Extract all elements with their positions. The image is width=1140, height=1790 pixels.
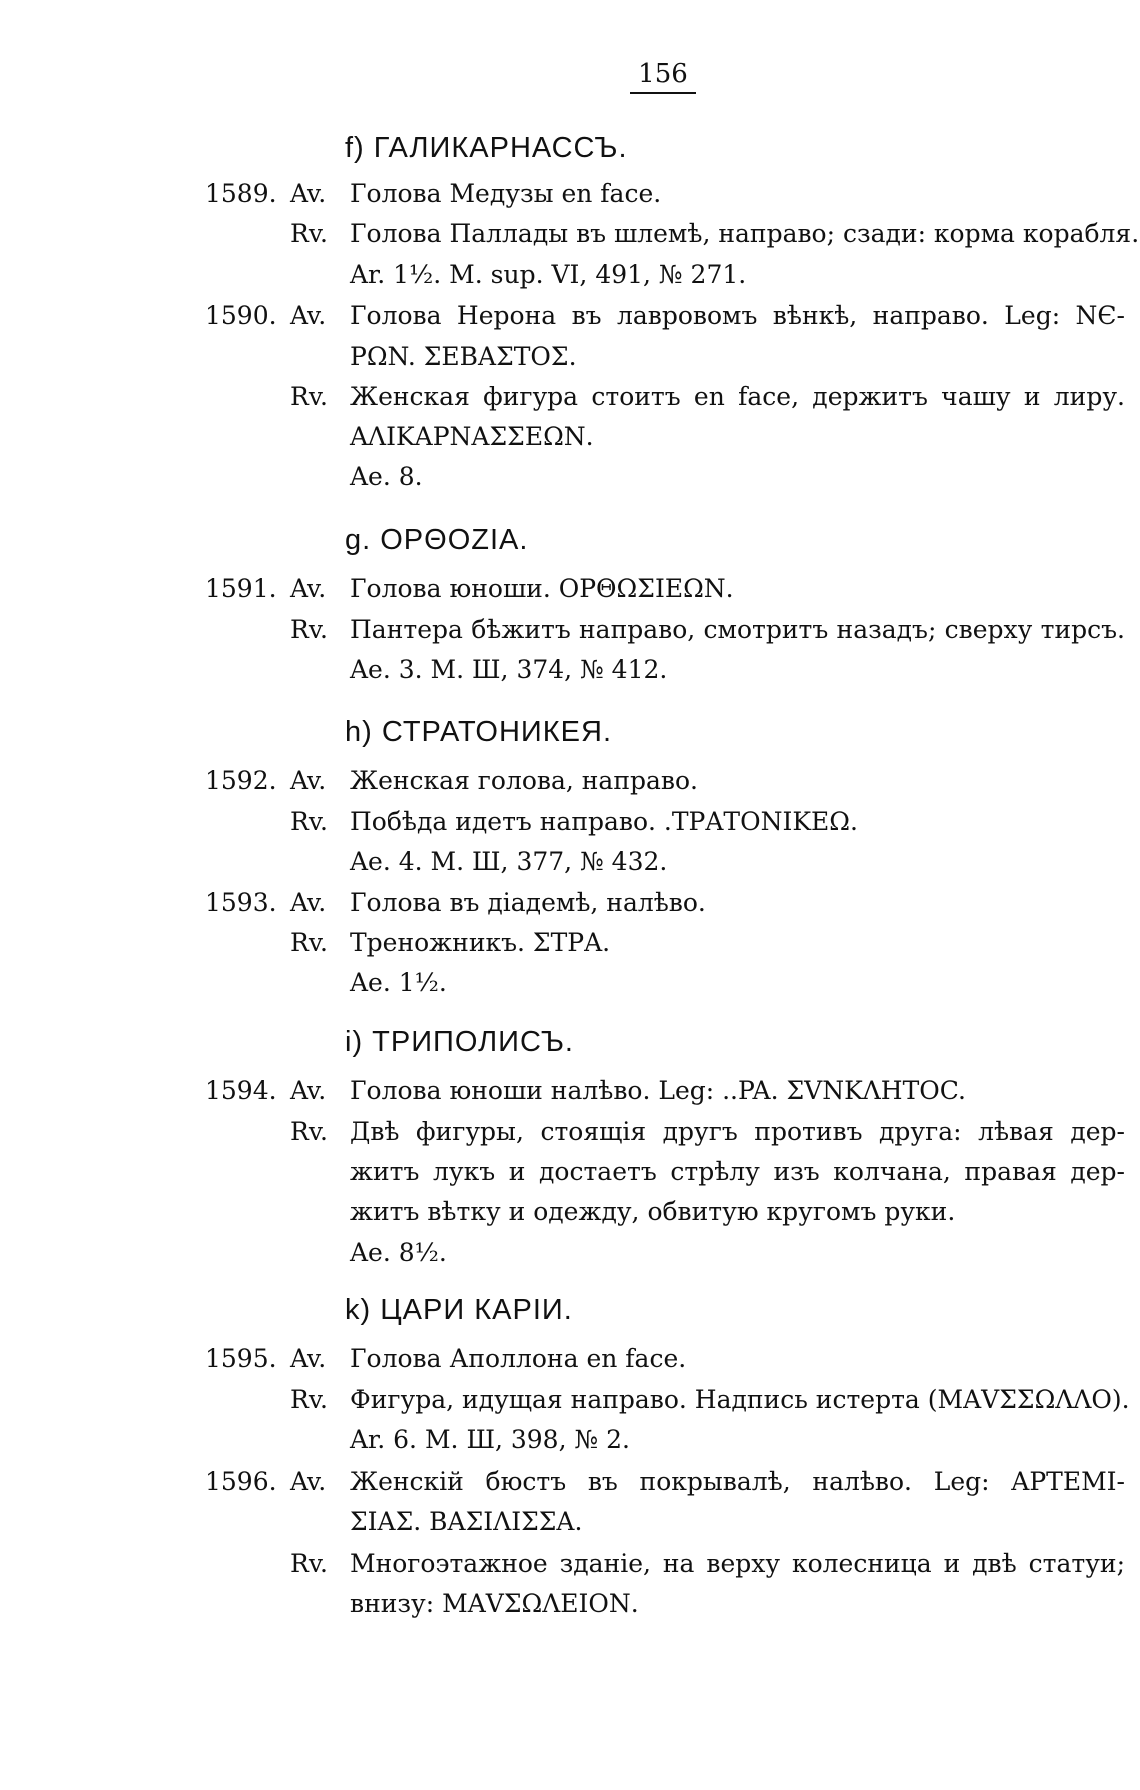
obverse-text: Голова Нерона въ лавровомъ вѣнкѣ, направо. Leg: NЄ- (350, 301, 1125, 330)
entry-number: 1592. (205, 766, 277, 795)
coin-detail: Ae. 3. M. Ш, 374, № 412. (350, 655, 668, 684)
page-number: 156 (630, 58, 696, 94)
obverse-label: Av. (290, 1467, 327, 1496)
obverse-text: Голова юноши. ΟΡΘΩΣΙΕΩΝ. (350, 574, 734, 603)
reverse-text: Многоэтажное зданіе, на верху колесница и двѣ статуи; (350, 1549, 1125, 1578)
reverse-text: Женская фигура стоитъ en face, держитъ чашу и лиру. (350, 382, 1125, 411)
entry-number: 1593. (205, 888, 277, 917)
obverse-text: Голова Аполлона en face. (350, 1344, 687, 1373)
reverse-text-continued: житъ вѣтку и одежду, обвитую кругомъ руки. (350, 1197, 956, 1226)
obverse-text-continued: ΣΙΑΣ. ΒΑΣΙΛΙΣΣΑ. (350, 1507, 583, 1536)
reverse-text: Пантера бѣжитъ направо, смотритъ назадъ; сверху тирсъ. (350, 615, 1125, 644)
obverse-text: Голова Медузы en face. (350, 179, 662, 208)
entry-number: 1590. (205, 301, 277, 330)
entry-number: 1594. (205, 1076, 277, 1105)
section-heading-kings-of-caria: k) ЦАРИ КАРІИ. (345, 1294, 573, 1326)
coin-detail: Ae. 8½. (350, 1238, 447, 1267)
reverse-text: Двѣ фигуры, стоящія другъ противъ друга: лѣвая дер- (350, 1117, 1125, 1146)
entry-number: 1591. (205, 574, 277, 603)
reverse-label: Rv. (290, 382, 328, 411)
obverse-text: Женская голова, направо. (350, 766, 698, 795)
reverse-label: Rv. (290, 1385, 328, 1414)
reverse-text-continued: внизу: ΜΑVΣΩΛΕΙΟΝ. (350, 1589, 639, 1618)
obverse-label: Av. (290, 1344, 327, 1373)
reverse-label: Rv. (290, 1117, 328, 1146)
section-heading-halicarnassus: f) ГАЛИКАРНАССЪ. (345, 132, 628, 164)
section-heading-tripolis: i) ТРИПОЛИСЪ. (345, 1026, 574, 1058)
obverse-text: Женскій бюстъ въ покрывалѣ, налѣво. Leg: ΑΡΤΕΜΙ- (350, 1467, 1125, 1496)
reverse-label: Rv. (290, 807, 328, 836)
obverse-label: Av. (290, 1076, 327, 1105)
reverse-label: Rv. (290, 1549, 328, 1578)
reverse-text: Побѣда идетъ направо. .ΤΡΑΤΟΝΙΚΕΩ. (350, 807, 858, 836)
obverse-label: Av. (290, 574, 327, 603)
reverse-text: Фигура, идущая направо. Надпись истерта (ΜΑVΣΣΩΛΛΟ). (350, 1385, 1130, 1414)
reverse-label: Rv. (290, 928, 328, 957)
reverse-label: Rv. (290, 219, 328, 248)
reverse-label: Rv. (290, 615, 328, 644)
obverse-label: Av. (290, 888, 327, 917)
entry-number: 1596. (205, 1467, 277, 1496)
obverse-text: Голова юноши налѣво. Leg: ..PA. ΣVΝΚΛΗΤΟC. (350, 1076, 966, 1105)
obverse-label: Av. (290, 766, 327, 795)
coin-detail: Ar. 6. M. Ш, 398, № 2. (350, 1425, 630, 1454)
obverse-text: Голова въ діадемѣ, налѣво. (350, 888, 706, 917)
obverse-text-continued: PΩN. ΣΕΒΑΣΤΟΣ. (350, 342, 577, 371)
entry-number: 1589. (205, 179, 277, 208)
reverse-text: Треножникъ. ΣΤΡΑ. (350, 928, 611, 957)
reverse-text-continued: ΑΛΙΚΑΡΝΑΣΣΕΩΝ. (350, 422, 594, 451)
obverse-label: Av. (290, 179, 327, 208)
section-heading-stratonikeia: h) СТРАТОНИКЕЯ. (345, 716, 613, 748)
obverse-label: Av. (290, 301, 327, 330)
coin-detail: Ae. 8. (350, 462, 423, 491)
reverse-text-continued: житъ лукъ и достаетъ стрѣлу изъ колчана, правая дер- (350, 1157, 1125, 1186)
coin-detail: Ae. 1½. (350, 968, 447, 997)
entry-number: 1595. (205, 1344, 277, 1373)
section-heading-orthosia: g. ΟΡΘΟΖΙΑ. (345, 524, 529, 556)
reverse-text: Голова Паллады въ шлемѣ, направо; сзади: корма корабля. (350, 219, 1140, 248)
coin-detail: Ar. 1½. M. sup. VI, 491, № 271. (350, 260, 747, 289)
coin-detail: Ae. 4. M. Ш, 377, № 432. (350, 847, 668, 876)
